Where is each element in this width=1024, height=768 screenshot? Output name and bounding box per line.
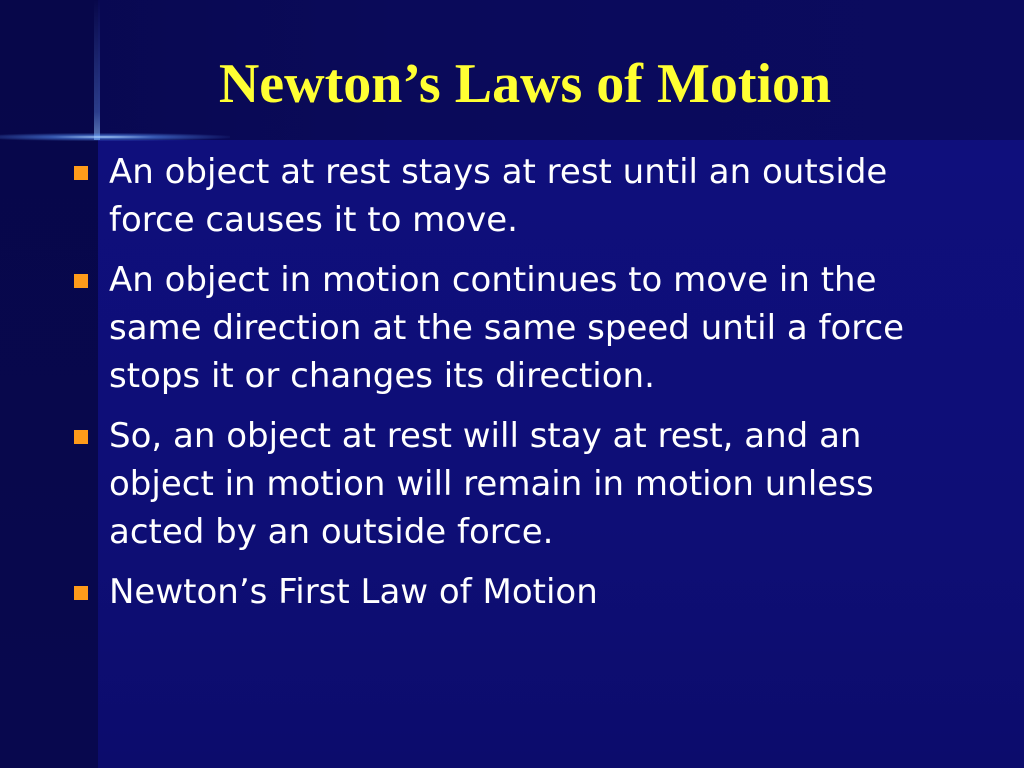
slide-title: Newton’s Laws of Motion xyxy=(218,53,832,115)
bullet-item-2 xyxy=(72,256,972,400)
square-bullet-icon xyxy=(74,274,88,288)
bullet-item-4 xyxy=(72,568,972,616)
square-bullet-icon xyxy=(74,166,88,180)
bullet-text: So, an object at rest will stay at rest, and an object in motion will remain in motion unless acted by an outside force. xyxy=(109,416,874,552)
square-bullet-icon xyxy=(74,586,88,600)
bullet-list xyxy=(72,148,972,628)
bullet-text: Newton’s First Law of Motion xyxy=(109,572,598,612)
bullet-text: An object at rest stays at rest until an outside force causes it to move. xyxy=(109,152,888,240)
bullet-item-1 xyxy=(72,148,972,244)
square-bullet-icon xyxy=(74,430,88,444)
accent-glow-line xyxy=(0,133,230,141)
bullet-item-3 xyxy=(72,412,972,556)
bullet-text: An object in motion continues to move in the same direction at the same speed until a force stops it or changes its direction. xyxy=(109,260,905,396)
